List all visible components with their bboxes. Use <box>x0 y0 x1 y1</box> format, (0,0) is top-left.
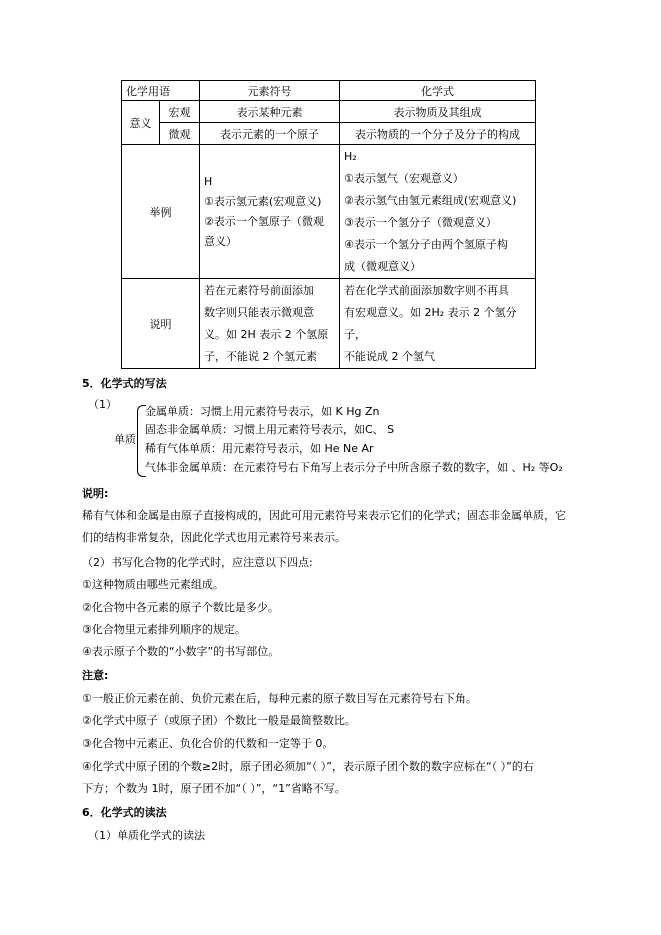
note-symbol-line: 子，不能说 2 个氢元素 <box>204 349 317 363</box>
note-label: 说明 <box>122 279 200 369</box>
section-6-title: 6．化学式的读法 <box>82 806 167 819</box>
note-symbol-cell <box>200 279 340 369</box>
note-symbol-line: 义。如 2H 表示 2 个氢原 <box>204 327 329 341</box>
note-formula-line: 有宏观意义。如 2H₂ 表示 2 个氢分子， <box>344 305 517 341</box>
explain-title: 说明: <box>82 487 109 500</box>
note-formula-cell <box>340 279 536 369</box>
simple-row-metal: 金属单质：习惯上用元素符号表示，如 K Hg Zn <box>145 405 380 418</box>
note-symbol-line: 数字则只能表示微观意 <box>204 305 314 319</box>
meaning-label: 意义 <box>122 101 160 145</box>
example-symbol-cell <box>200 145 340 279</box>
simple-substance-label: 单质 <box>114 433 136 446</box>
note-title: 注意: <box>82 669 109 682</box>
header-chem-formula: 化学式 <box>340 81 536 101</box>
explain-text-line2: 们的结构非常复杂，因此化学式也用元素符号来表示。 <box>82 531 346 544</box>
note-item: 下方；个数为 1时，原子团不加“（ ）”，“1”省略不写。 <box>82 782 346 795</box>
chem-terms-table <box>121 80 536 369</box>
section-6-sub1: （1）单质化学式的读法 <box>88 829 205 842</box>
example-formula-line: ③表示一个氢分子（微观意义） <box>344 215 497 229</box>
note-item: ③化合物中元素正、负化合价的代数和一定等于 0。 <box>82 737 334 750</box>
header-element-symbol: 元素符号 <box>200 81 340 101</box>
macro-label: 宏观 <box>160 101 200 123</box>
header-chem-term: 化学用语 <box>122 81 200 101</box>
section-5-title: 5．化学式的写法 <box>82 377 167 390</box>
explain-text-line1: 稀有气体和金属是由原子直接构成的，因此可用元素符号来表示它们的化学式；固态非金属单质，它 <box>82 509 566 522</box>
simple-row-solid-nonmetal: 固态非金属单质：习惯上用元素符号表示，如C、 S <box>145 423 395 436</box>
section-5-sub1: （1） <box>88 398 117 411</box>
micro-formula: 表示物质的一个分子及分子的构成 <box>340 123 536 145</box>
point-item: ③化合物里元素排列顺序的规定。 <box>82 623 246 636</box>
simple-row-gas-nonmetal: 气体非金属单质：在元素符号右下角写上表示分子中所含原子数的数字，如 、H₂ 等O₂ <box>145 461 563 474</box>
macro-symbol: 表示某种元素 <box>200 101 340 123</box>
macro-formula: 表示物质及其组成 <box>340 101 536 123</box>
example-symbol-line: ②表示一个氢原子（微观 <box>204 214 324 228</box>
simple-row-noble-gas: 稀有气体单质：用元素符号表示，如 He Ne Ar <box>145 442 374 455</box>
note-item: ①一般正价元素在前、负价元素在后，每种元素的原子数目写在元素符号右下角。 <box>82 692 477 705</box>
note-item: ④化学式中原子团的个数≥2时，原子团必须加“（ ）”，表示原子团个数的数字应标在“（ ）”的右 <box>82 760 534 773</box>
point-item: ①这种物质由哪些元素组成。 <box>82 578 224 591</box>
note-formula-line: 若在化学式前面添加数字则不再具 <box>344 283 509 297</box>
example-symbol-line: 意义） <box>204 234 237 248</box>
micro-symbol: 表示元素的一个原子 <box>200 123 340 145</box>
example-formula-line: ②表示氢气由氢元素组成(宏观意义) <box>344 193 517 207</box>
example-label: 举例 <box>122 145 200 279</box>
example-symbol-line: ①表示氢元素(宏观意义) <box>204 194 322 208</box>
point-item: ④表示原子个数的“小数字”的书写部位。 <box>82 645 280 658</box>
note-symbol-line: 若在元素符号前面添加 <box>204 283 314 297</box>
example-formula-line: ①表示氢气（宏观意义） <box>344 171 464 185</box>
point-item: ②化合物中各元素的原子个数比是多少。 <box>82 601 279 614</box>
example-formula-line: H₂ <box>344 149 357 163</box>
example-formula-cell <box>340 145 536 279</box>
example-formula-line: 成（微观意义） <box>344 259 421 273</box>
section-5-sub2: （2）书写化合物的化学式时，应注意以下四点: <box>82 556 313 569</box>
note-item: ②化学式中原子（或原子团）个数比一般是最简整数比。 <box>82 714 356 727</box>
example-formula-line: ④表示一个氢分子由两个氢原子构 <box>344 237 508 251</box>
note-formula-line: 不能说成 2 个氢气 <box>344 349 435 363</box>
micro-label: 微观 <box>160 123 200 145</box>
example-symbol-line: H <box>204 174 213 188</box>
